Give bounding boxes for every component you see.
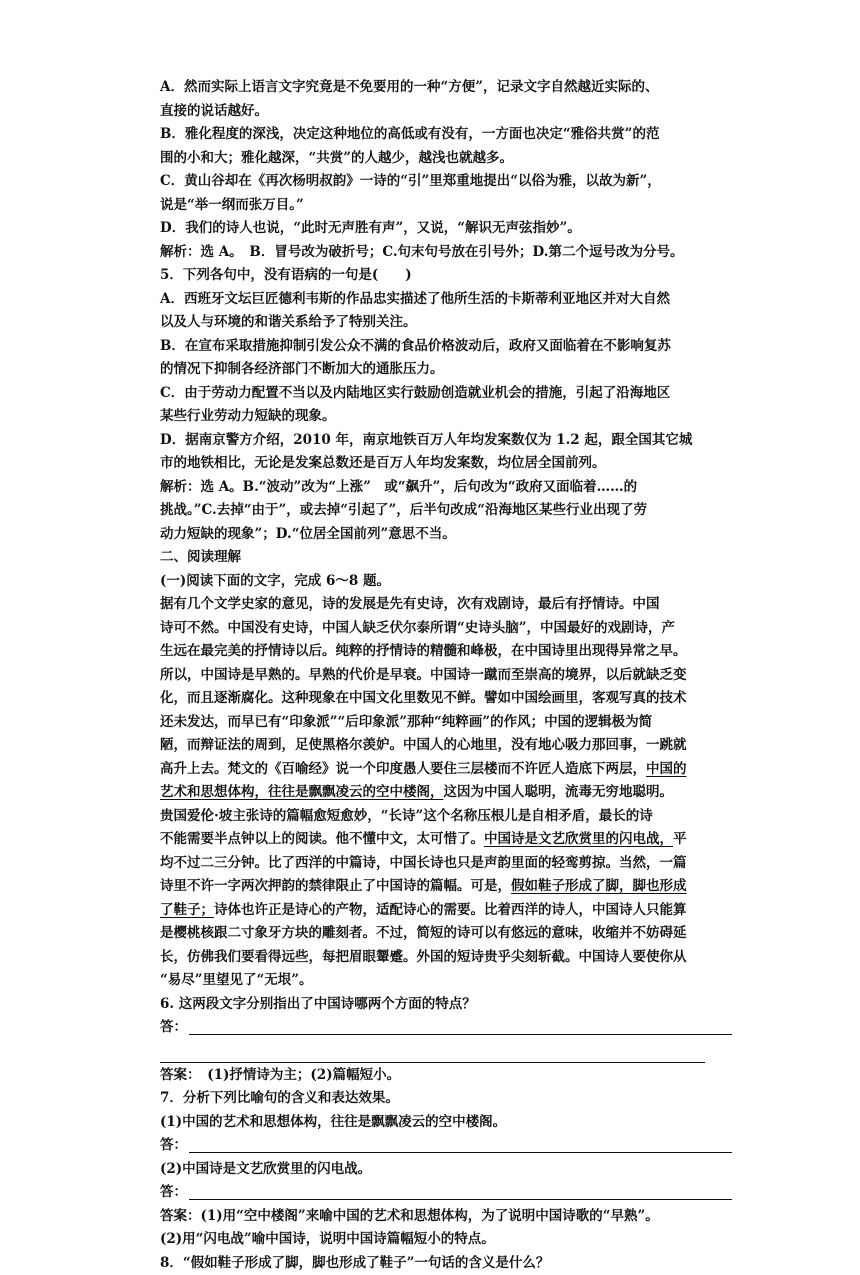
q5-option-d (160, 429, 732, 476)
q6-stem-text: 6. 这两段文字分别指出了中国诗哪两个方面的特点？ (160, 996, 476, 1012)
section-heading-text: 二、阅读理解 (160, 549, 241, 565)
q7-stem (160, 1087, 732, 1111)
passage1-line: 还未发达，而早已有“印象派”“后印象派”那种“纯粹画”的作风；中国的逻辑极为简 (160, 714, 652, 730)
q7-sentence-2-text: (2)中国诗是文艺欣赏里的闪电战。 (160, 1161, 371, 1177)
q5-analysis-line3: 动力短缺的现象”；D.“位居全国前列”意思不当。 (160, 526, 456, 542)
q7-key (160, 1205, 732, 1252)
q7-answer-label-1: 答： (160, 1134, 187, 1158)
passage-paragraph-1 (160, 593, 732, 805)
passage1-line: 陋，而辩证法的周到，足使黑格尔羡妒。中国人的心地里，没有地心吸力那回事，一跳就 (160, 737, 687, 753)
q6-answer-field[interactable] (160, 1016, 732, 1040)
q5-option-d-line2: 市的地铁相比，无论是发案总数还是百万人年均发案数，均位居全国前列。 (160, 455, 606, 471)
q4-option-a (160, 76, 732, 123)
q6-stem (160, 993, 732, 1017)
passage2-line: 不能需要半点钟以上的阅读。他不懂中文，太可惜了。 (160, 831, 484, 847)
q4-analysis (160, 241, 732, 265)
passage2-line: “易尽”里望见了“无垠”。 (160, 972, 313, 988)
q4-option-b-line2: 围的小和大；雅化越深，“共赏”的人越少，越浅也就越多。 (160, 150, 513, 166)
passage2-line: 长，仿佛我们要看得远些，每把眉眼颦蹙。外国的短诗贵乎尖刻斩截。中国诗人要使你从 (160, 949, 687, 965)
passage1-line: 据有几个文学史家的意见，诗的发展是先有史诗，次有戏剧诗，最后有抒情诗。中国 (160, 596, 660, 612)
passage2-line: 诗体也许正是诗心的产物，适配诗心的需要。比着西洋的诗人，中国诗人只能算 (214, 902, 687, 918)
q7-answer-label-2: 答： (160, 1181, 187, 1205)
passage2-line: 均不过二三分钟。比了西洋的中篇诗，中国长诗也只是声韵里面的轻鸾剪掠。当然，一篇 (160, 855, 687, 871)
q5-option-b-line2: 的情况下抑制各经济部门不断加大的通胀压力。 (160, 361, 444, 377)
passage1-line: 所以，中国诗是早熟的。早熟的代价是早衰。中国诗一蹴而至崇高的境界，以后就缺乏变 (160, 667, 687, 683)
passage-paragraph-2 (160, 805, 732, 993)
section-subheading-text: (一)阅读下面的文字，完成 6～8 题。 (160, 573, 390, 589)
q7-key-line1: 答案：(1)用“空中楼阁”来喻中国的艺术和思想体构，为了说明中国诗歌的“早熟”。 (160, 1208, 659, 1224)
q6-key (160, 1064, 732, 1088)
q7-stem-text: 7．分析下列比喻句的含义和表达效果。 (160, 1090, 399, 1106)
underlined-phrase: 中国诗是文艺欣赏里的闪电战， (484, 831, 673, 847)
passage1-line: 生远在最完美的抒情诗以后。纯粹的抒情诗的精髓和峰极，在中国诗里出现得异常之早。 (160, 643, 687, 659)
section-subheading (160, 570, 732, 594)
q6-answer-rule[interactable] (189, 1034, 732, 1035)
q5-stem (160, 264, 732, 288)
q7-answer-rule-1[interactable] (189, 1152, 732, 1153)
q7-answer-field-1[interactable] (160, 1134, 732, 1158)
q5-option-c-line1: C．由于劳动力配置不当以及内陆地区实行鼓励创造就业机会的措施，引起了沿海地区 (160, 385, 670, 401)
q8-stem-text: 8．“假如鞋子形成了脚，脚也形成了鞋子”一句话的含义是什么？ (160, 1255, 549, 1271)
q5-option-a (160, 288, 732, 335)
q5-option-b (160, 335, 732, 382)
q7-answer-field-2[interactable] (160, 1181, 732, 1205)
q5-option-c-line2: 某些行业劳动力短缺的现象。 (160, 408, 336, 424)
section-heading (160, 546, 732, 570)
q5-option-c (160, 382, 732, 429)
q4-option-b-line1: B．雅化程度的深浅，决定这种地位的高低或有没有，一方面也决定“雅俗共赏”的范 (160, 126, 659, 142)
q6-answer-rule-2[interactable] (160, 1040, 705, 1063)
passage2-line: 诗里不许一字两次押韵的禁律限止了中国诗的篇幅。可是， (160, 878, 511, 894)
q5-option-d-line1: D．据南京警方介绍，2010 年，南京地铁百万人年均发案数仅为 1.2 起，跟全国其它城 (160, 432, 692, 448)
q5-stem-text: 5．下列各句中，没有语病的一句是( ) (160, 267, 412, 283)
underlined-phrase: 了鞋子； (160, 902, 214, 918)
passage2-line: 贵国爱伦·坡主张诗的篇幅愈短愈妙，“长诗”这个名称压根儿是自相矛盾，最长的诗 (160, 808, 653, 824)
q7-answer-rule-2[interactable] (189, 1199, 732, 1200)
q5-option-a-line1: A．西班牙文坛巨匠德利韦斯的作品忠实描述了他所生活的卡斯蒂利亚地区并对大自然 (160, 291, 670, 307)
document-page (160, 76, 732, 1275)
q4-option-c-line1: C．黄山谷却在《再次杨明叔韵》一诗的“引”里郑重地提出“以俗为雅，以故为新”， (160, 173, 661, 189)
underlined-phrase: 中国的 (646, 761, 687, 777)
passage1-line: 诗可不然。中国没有史诗，中国人缺乏伏尔泰所谓“史诗头脑”，中国最好的戏剧诗，产 (160, 620, 675, 636)
q4-option-d (160, 217, 732, 241)
q7-sentence-1-text: (1)中国的艺术和思想体构，往往是飘飘凌云的空中楼阁。 (160, 1114, 506, 1130)
passage1-line: 这因为中国人聪明，流毒无穷地聪明。 (444, 784, 674, 800)
passage2-line: 平 (673, 831, 687, 847)
q5-option-b-line1: B．在宣布采取措施抑制引发公众不满的食品价格波动后，政府又面临着在不影响复苏 (160, 338, 671, 354)
q4-option-c (160, 170, 732, 217)
q4-analysis-text: 解析：选 A。 B．冒号改为破折号；C.句末句号放在引号外；D.第二个逗号改为分号。 (160, 244, 683, 260)
q5-option-a-line2: 以及人与环境的和谐关系给予了特别关注。 (160, 314, 417, 330)
q4-option-d-line1: D．我们的诗人也说，“此时无声胜有声”，又说，“解识无声弦指妙”。 (160, 220, 581, 236)
q7-key-line2: (2)用“闪电战”喻中国诗，说明中国诗篇幅短小的特点。 (160, 1231, 495, 1247)
q4-option-a-line2: 直接的说话越好。 (160, 103, 268, 119)
q8-stem (160, 1252, 732, 1275)
q5-analysis-line2: 挑战。”C.去掉“由于”，或去掉“引起了”，后半句改成“沿海地区某些行业出现了劳 (160, 502, 647, 518)
q4-option-c-line2: 说是“举一纲而张万目。” (160, 197, 304, 213)
passage2-line: 是樱桃核跟二寸象牙方块的雕刻者。不过，简短的诗可以有悠远的意味，收缩并不妨碍延 (160, 925, 687, 941)
q4-option-b (160, 123, 732, 170)
q6-answer-label: 答： (160, 1016, 187, 1040)
q6-key-text: 答案： (1)抒情诗为主；(2)篇幅短小。 (160, 1067, 400, 1083)
q7-sentence-1 (160, 1111, 732, 1135)
q5-analysis (160, 476, 732, 547)
q7-sentence-2 (160, 1158, 732, 1182)
passage1-line: 高升上去。梵文的《百喻经》说一个印度愚人要住三层楼而不许匠人造底下两层， (160, 761, 646, 777)
underlined-phrase: 艺术和思想体构，往往是飘飘凌云的空中楼阁， (160, 784, 444, 800)
q5-analysis-line1: 解析：选 A。B.“波动”改为“上涨” 或“飙升”，后句改为“政府又面临着……的 (160, 479, 637, 495)
underlined-phrase: 假如鞋子形成了脚，脚也形成 (511, 878, 687, 894)
q4-option-a-line1: A．然而实际上语言文字究竟是不免要用的一种“方便”，记录文字自然越近实际的、 (160, 79, 659, 95)
passage1-line: 化，而且逐渐腐化。这种现象在中国文化里数见不鲜。譬如中国绘画里，客观写真的技术 (160, 690, 687, 706)
